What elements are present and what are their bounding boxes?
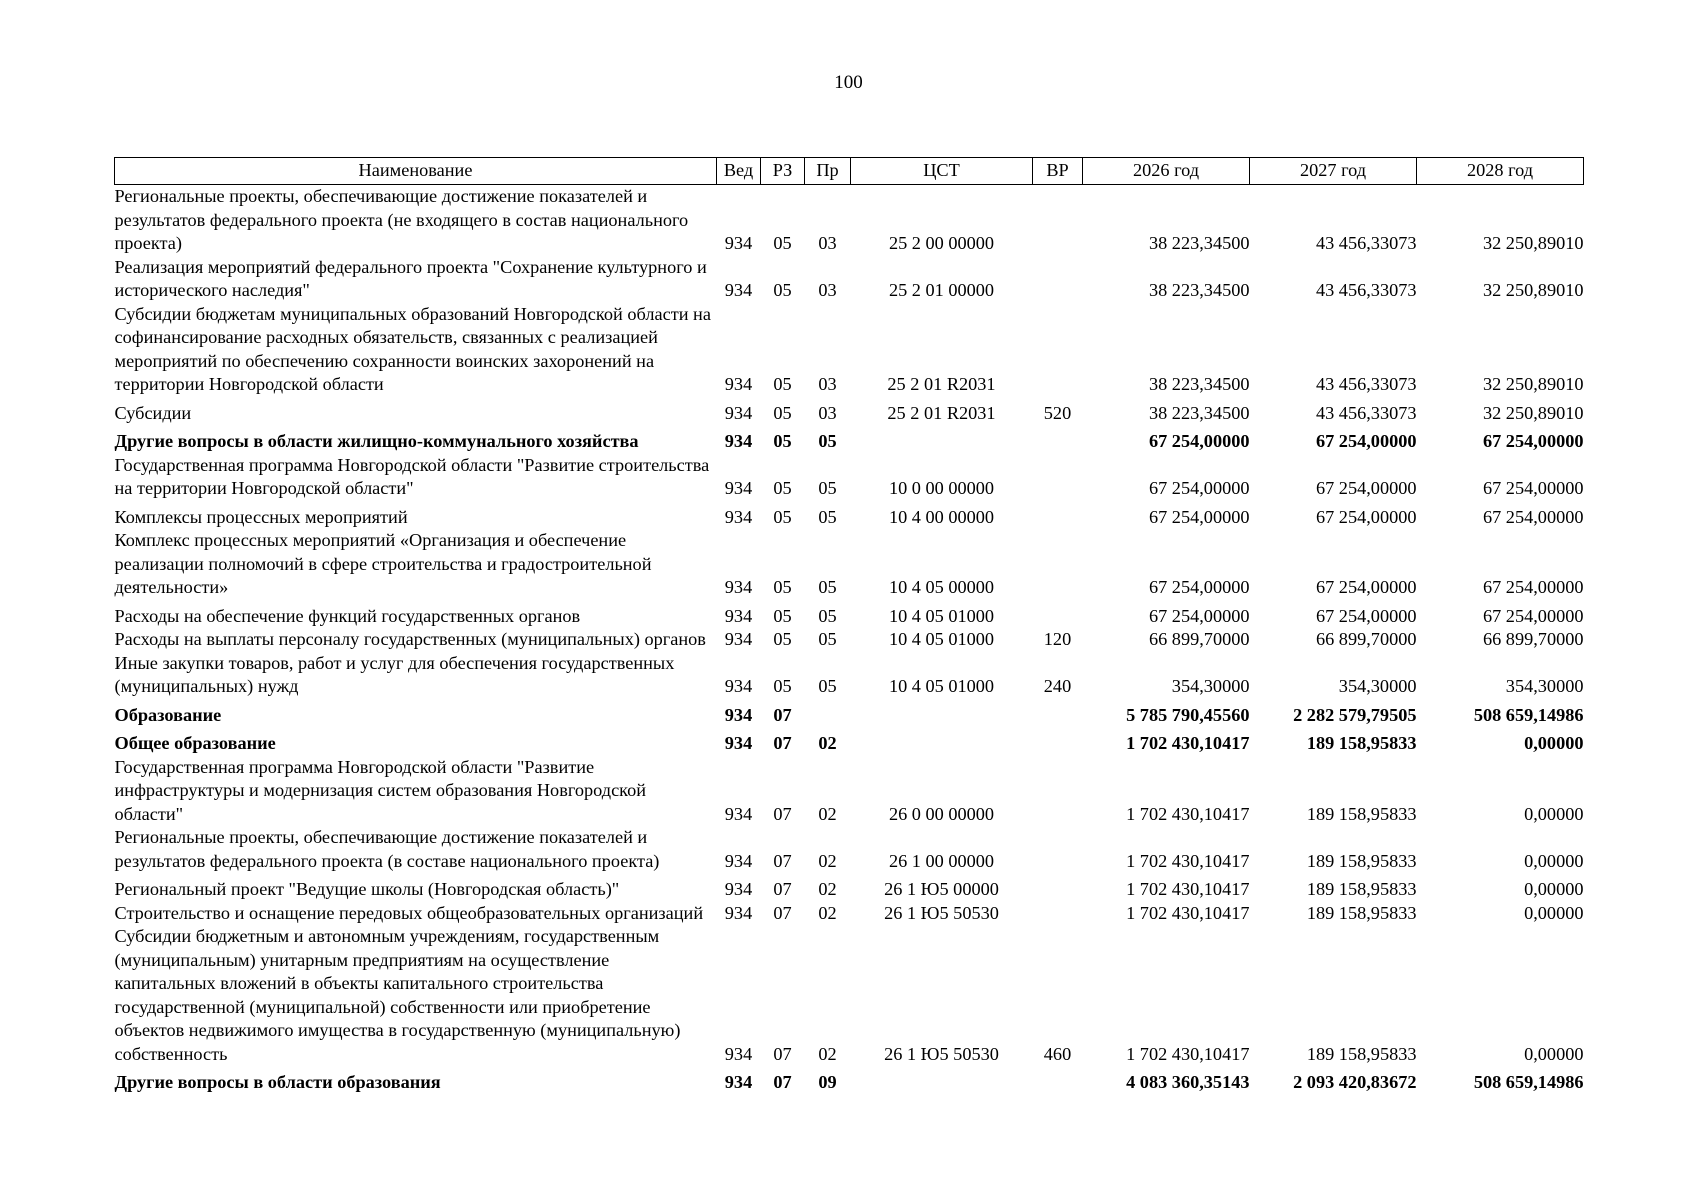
row-ved: 934 [724, 629, 753, 649]
row-vr [1033, 425, 1083, 454]
row-2027: 67 254,00000 [1315, 478, 1417, 498]
row-2026: 66 899,70000 [1148, 629, 1250, 649]
row-2026: 38 223,34500 [1148, 402, 1250, 423]
row-rz: 05 [773, 233, 792, 253]
row-rz: 05 [773, 431, 792, 451]
row-2027: 354,30000 [1338, 676, 1417, 696]
row-pr: 05 [818, 605, 837, 626]
row-vr [1033, 256, 1083, 303]
row-2028: 354,30000 [1505, 676, 1584, 696]
row-name: Иные закупки товаров, работ и услуг для обеспечения государственных (муниципальных) нужд [114, 652, 675, 696]
row-rz: 07 [773, 704, 792, 725]
row-2028: 32 250,89010 [1482, 402, 1584, 423]
table-row [115, 873, 1584, 902]
row-cst: 25 2 01 R2031 [887, 402, 996, 423]
row-pr: 02 [818, 902, 837, 923]
row-vr: 120 [1043, 629, 1072, 649]
row-ved: 934 [724, 374, 753, 394]
row-ved: 934 [724, 850, 753, 871]
header-vr: ВР [1033, 158, 1083, 185]
row-ved: 934 [724, 402, 753, 423]
row-pr: 05 [818, 629, 837, 649]
row-cst: 10 4 05 01000 [888, 676, 995, 696]
row-2028: 508 659,14986 [1473, 1072, 1584, 1092]
table-row [115, 652, 1584, 699]
row-2028: 67 254,00000 [1482, 577, 1584, 597]
row-name: Расходы на обеспечение функций государственных органов [114, 605, 581, 626]
row-pr: 03 [818, 280, 837, 300]
row-2028: 32 250,89010 [1482, 280, 1584, 300]
row-2028: 0,00000 [1524, 733, 1584, 753]
row-2027: 189 158,95833 [1306, 902, 1417, 923]
table-row [115, 727, 1584, 756]
row-vr [1033, 501, 1083, 530]
row-cst [851, 699, 1033, 728]
row-rz: 05 [773, 577, 792, 597]
row-name: Региональные проекты, обеспечивающие достижение показателей и результатов федерального проекта (не входящего в состав национального проекта) [114, 186, 689, 253]
row-vr [1033, 529, 1083, 600]
row-vr [1033, 873, 1083, 902]
row-name: Другие вопросы в области образования [114, 1072, 441, 1092]
row-2026: 67 254,00000 [1148, 605, 1250, 626]
row-2026: 1 702 430,10417 [1126, 850, 1250, 871]
row-name: Региональный проект "Ведущие школы (Новгородская область)" [114, 879, 620, 899]
row-pr: 02 [818, 850, 837, 871]
row-rz: 07 [773, 1043, 792, 1064]
row-ved: 934 [724, 431, 753, 451]
page-number: 100 [834, 72, 863, 93]
row-vr [1033, 454, 1083, 501]
row-rz: 07 [773, 733, 792, 753]
row-ved: 934 [724, 506, 753, 527]
row-name: Образование [114, 704, 222, 725]
row-2026: 5 785 790,45560 [1126, 704, 1250, 725]
row-vr [1033, 1066, 1083, 1095]
row-cst [851, 1066, 1033, 1095]
row-cst: 10 4 05 01000 [888, 629, 995, 649]
row-rz: 05 [773, 676, 792, 696]
row-2027: 43 456,33073 [1315, 374, 1417, 394]
table-row [115, 397, 1584, 426]
table-header [115, 158, 1584, 185]
row-rz: 05 [773, 605, 792, 626]
row-rz: 07 [773, 902, 792, 923]
row-ved: 934 [724, 803, 753, 824]
row-2027: 2 282 579,79505 [1293, 704, 1417, 725]
header-2027: 2027 год [1250, 158, 1417, 185]
row-pr: 03 [818, 233, 837, 253]
row-ved: 934 [724, 478, 753, 498]
row-pr: 03 [818, 402, 837, 423]
header-2028: 2028 год [1417, 158, 1584, 185]
table-row [115, 600, 1584, 629]
row-ved: 934 [724, 1072, 753, 1092]
row-2028: 67 254,00000 [1482, 605, 1584, 626]
row-2026: 4 083 360,35143 [1126, 1072, 1250, 1092]
table-row [115, 501, 1584, 530]
row-2027: 67 254,00000 [1315, 431, 1417, 451]
row-ved: 934 [724, 879, 753, 899]
row-2027: 189 158,95833 [1306, 879, 1417, 899]
row-cst [851, 727, 1033, 756]
row-name: Строительство и оснащение передовых общеобразовательных организаций [114, 902, 704, 923]
row-name: Комплексы процессных мероприятий [114, 506, 408, 527]
row-vr [1033, 185, 1083, 256]
row-cst: 25 2 01 00000 [888, 280, 995, 300]
table-row [115, 756, 1584, 827]
row-cst: 10 4 05 01000 [888, 605, 995, 626]
row-rz: 05 [773, 629, 792, 649]
row-name: Общее образование [114, 733, 276, 753]
row-2028: 0,00000 [1524, 902, 1584, 923]
row-2026: 67 254,00000 [1148, 506, 1250, 527]
table-row [115, 303, 1584, 397]
row-cst: 26 1 00 00000 [888, 850, 995, 871]
row-ved: 934 [724, 733, 753, 753]
row-2027: 67 254,00000 [1315, 506, 1417, 527]
row-cst: 10 4 05 00000 [888, 577, 995, 597]
row-2026: 38 223,34500 [1148, 280, 1250, 300]
table-row [115, 256, 1584, 303]
row-name: Расходы на выплаты персоналу государственных (муниципальных) органов [114, 629, 706, 649]
row-2028: 67 254,00000 [1482, 478, 1584, 498]
row-2027: 189 158,95833 [1306, 733, 1417, 753]
row-2028: 67 254,00000 [1482, 431, 1584, 451]
row-2028: 66 899,70000 [1482, 629, 1584, 649]
row-vr: 460 [1043, 1043, 1072, 1064]
row-pr: 05 [818, 431, 837, 451]
table-row [115, 628, 1584, 652]
row-vr [1033, 902, 1083, 926]
row-rz: 05 [773, 374, 792, 394]
row-name: Субсидии бюджетам муниципальных образований Новгородской области на софинансирование расходных обязательств, связанных с реализацией мероприятий по обеспечению сохранности воинских захоронений на территории Новгородской области [114, 303, 711, 394]
row-cst: 26 1 Ю5 50530 [884, 1043, 999, 1064]
header-ved: Вед [717, 158, 761, 185]
row-vr [1033, 727, 1083, 756]
row-vr: 520 [1043, 402, 1072, 423]
row-ved: 934 [724, 577, 753, 597]
table-body [115, 185, 1584, 1095]
row-2027: 189 158,95833 [1306, 803, 1417, 824]
row-pr: 02 [818, 803, 837, 824]
row-ved: 934 [724, 280, 753, 300]
row-rz: 07 [773, 850, 792, 871]
row-pr: 05 [818, 676, 837, 696]
table-row [115, 826, 1584, 873]
row-pr: 05 [818, 506, 837, 527]
row-name: Комплекс процессных мероприятий «Организация и обеспечение реализации полномочий в сфере строительства и градостроительной деятельности» [114, 530, 652, 597]
row-vr [1033, 826, 1083, 873]
row-pr: 03 [818, 374, 837, 394]
row-2026: 1 702 430,10417 [1126, 733, 1250, 753]
row-rz: 07 [773, 803, 792, 824]
row-rz: 05 [773, 506, 792, 527]
row-vr [1033, 699, 1083, 728]
row-vr [1033, 600, 1083, 629]
row-2027: 189 158,95833 [1306, 850, 1417, 871]
row-2026: 67 254,00000 [1148, 431, 1250, 451]
header-2026: 2026 год [1083, 158, 1250, 185]
header-pr: Пр [805, 158, 851, 185]
row-pr: 05 [818, 577, 837, 597]
row-ved: 934 [724, 902, 753, 923]
row-cst: 10 0 00 00000 [888, 478, 995, 498]
row-cst: 25 2 01 R2031 [887, 374, 996, 394]
row-2027: 189 158,95833 [1306, 1043, 1417, 1064]
row-cst: 25 2 00 00000 [888, 233, 995, 253]
row-2027: 43 456,33073 [1315, 280, 1417, 300]
row-2028: 32 250,89010 [1482, 374, 1584, 394]
header-cst: ЦСТ [851, 158, 1033, 185]
row-2026: 1 702 430,10417 [1126, 1043, 1250, 1064]
table-row [115, 699, 1584, 728]
row-rz: 05 [773, 280, 792, 300]
budget-table [114, 157, 1584, 1095]
row-ved: 934 [724, 233, 753, 253]
row-cst: 26 0 00 00000 [888, 803, 995, 824]
row-ved: 934 [724, 605, 753, 626]
table-row [115, 902, 1584, 926]
row-cst: 26 1 Ю5 00000 [884, 879, 999, 899]
table-row [115, 185, 1584, 256]
row-rz: 05 [773, 402, 792, 423]
row-2028: 0,00000 [1524, 850, 1584, 871]
row-name: Государственная программа Новгородской области "Развитие строительства на территории Новгородской области" [114, 454, 710, 498]
row-2026: 67 254,00000 [1148, 577, 1250, 597]
row-2027: 67 254,00000 [1315, 577, 1417, 597]
row-2026: 1 702 430,10417 [1126, 803, 1250, 824]
row-pr: 02 [818, 733, 837, 753]
row-2026: 1 702 430,10417 [1126, 879, 1250, 899]
row-2026: 67 254,00000 [1148, 478, 1250, 498]
row-2028: 0,00000 [1524, 1043, 1584, 1064]
row-2026: 38 223,34500 [1148, 233, 1250, 253]
row-2027: 67 254,00000 [1315, 605, 1417, 626]
row-2027: 43 456,33073 [1315, 402, 1417, 423]
row-pr [805, 699, 851, 728]
table-row [115, 454, 1584, 501]
row-2028: 0,00000 [1524, 803, 1584, 824]
table-row [115, 425, 1584, 454]
row-vr [1033, 756, 1083, 827]
row-pr: 05 [818, 478, 837, 498]
header-rz: РЗ [761, 158, 805, 185]
row-cst: 26 1 Ю5 50530 [884, 902, 999, 923]
table-row [115, 1066, 1584, 1095]
row-cst: 10 4 00 00000 [888, 506, 995, 527]
row-vr: 240 [1043, 676, 1072, 696]
row-2028: 32 250,89010 [1482, 233, 1584, 253]
table-row [115, 529, 1584, 600]
row-pr: 02 [818, 1043, 837, 1064]
row-2028: 508 659,14986 [1473, 704, 1584, 725]
row-2026: 354,30000 [1171, 676, 1250, 696]
row-2027: 2 093 420,83672 [1293, 1072, 1417, 1092]
row-ved: 934 [724, 704, 753, 725]
row-pr: 02 [818, 879, 837, 899]
row-2028: 0,00000 [1524, 879, 1584, 899]
row-rz: 05 [773, 478, 792, 498]
row-name: Региональные проекты, обеспечивающие достижение показателей и результатов федерального проекта (в составе национального проекта) [114, 827, 660, 871]
row-2026: 1 702 430,10417 [1126, 902, 1250, 923]
row-name: Реализация мероприятий федерального проекта "Сохранение культурного и исторического наследия" [114, 256, 707, 300]
row-name: Государственная программа Новгородской области "Развитие инфраструктуры и модернизация систем образования Новгородской области" [114, 756, 647, 824]
row-2027: 66 899,70000 [1315, 629, 1417, 649]
row-rz: 07 [773, 879, 792, 899]
row-name: Субсидии бюджетным и автономным учреждениям, государственным (муниципальным) унитарным предприятиям на осуществление капитальных вложений в объекты капитального строительства государственной (муниципальной) собственности или приобретение объектов недвижимого имущества в государственную (муниципальную) собственность [114, 926, 681, 1064]
row-2026: 38 223,34500 [1148, 374, 1250, 394]
row-rz: 07 [773, 1072, 792, 1092]
row-name: Субсидии [114, 402, 192, 423]
table-row [115, 925, 1584, 1066]
row-2027: 43 456,33073 [1315, 233, 1417, 253]
header-name: Наименование [115, 158, 717, 185]
row-cst [851, 425, 1033, 454]
row-ved: 934 [724, 676, 753, 696]
row-2028: 67 254,00000 [1482, 506, 1584, 527]
row-name: Другие вопросы в области жилищно-коммунального хозяйства [114, 431, 639, 451]
row-pr: 09 [818, 1072, 837, 1092]
row-ved: 934 [724, 1043, 753, 1064]
row-vr [1033, 303, 1083, 397]
